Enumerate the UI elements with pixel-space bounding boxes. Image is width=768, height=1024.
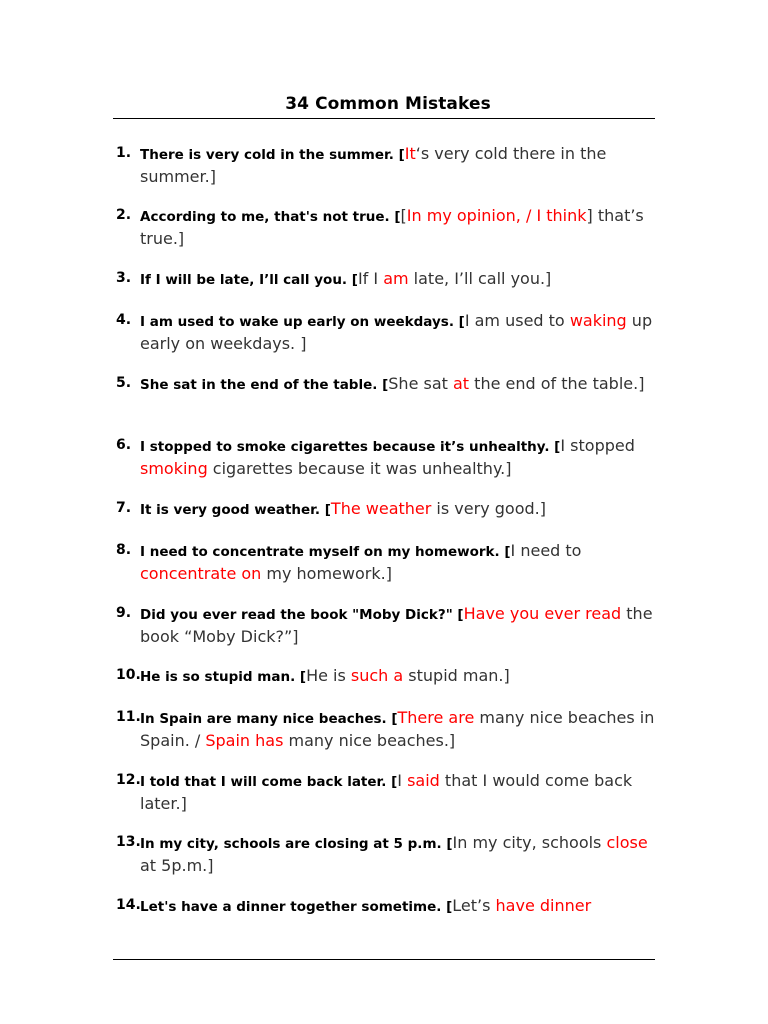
item-number: 1. [116, 145, 132, 161]
correction-text: [ [400, 206, 407, 225]
correction-highlight: There are [397, 708, 475, 727]
correction-text: She sat [388, 374, 453, 393]
correction-text: ] that’s true.] [140, 206, 644, 248]
correction-highlight: The weather [330, 499, 432, 518]
correction-highlight: said [407, 771, 440, 790]
mistake-sentence: If I will be late, I’ll call you. [ [140, 272, 358, 288]
bottom-divider [113, 959, 655, 960]
item-text [140, 268, 656, 291]
list-item [116, 665, 656, 688]
correction-text: many nice beaches.] [283, 731, 456, 750]
item-text [140, 143, 656, 187]
list-item [116, 373, 656, 396]
list-item [116, 770, 656, 814]
mistake-sentence: According to me, that's not true. [ [140, 209, 401, 225]
correction-highlight: Spain has [205, 731, 284, 750]
correction-highlight: Have you ever read [463, 604, 622, 623]
list-item [116, 540, 656, 584]
item-text [140, 770, 656, 814]
item-number: 3. [116, 270, 132, 286]
correction-text: If I [357, 269, 384, 288]
mistake-sentence: Did you ever read the book "Moby Dick?" [ [140, 607, 464, 623]
correction-highlight: waking [569, 311, 627, 330]
correction-highlight: am [383, 269, 409, 288]
mistake-sentence: Let's have a dinner together sometime. [ [140, 899, 453, 915]
correction-highlight: at [453, 374, 470, 393]
item-text [140, 498, 656, 521]
mistake-sentence: I told that I will come back later. [ [140, 774, 398, 790]
item-text [140, 895, 656, 918]
item-text [140, 832, 656, 876]
correction-text: I stopped [560, 436, 635, 455]
mistake-sentence: I am used to wake up early on weekdays. [ [140, 314, 465, 330]
correction-text: my homework.] [261, 564, 392, 583]
correction-text: is very good.] [431, 499, 546, 518]
list-item [116, 832, 656, 876]
item-number: 4. [116, 312, 132, 328]
item-number: 12. [116, 772, 141, 788]
mistake-sentence: It is very good weather. [ [140, 502, 331, 518]
mistake-sentence: There is very cold in the summer. [ [140, 147, 405, 163]
mistake-sentence: I need to concentrate myself on my homework. [ [140, 544, 511, 560]
mistake-sentence: In my city, schools are closing at 5 p.m. [ [140, 836, 453, 852]
mistake-sentence: He is so stupid man. [ [140, 669, 307, 685]
correction-highlight: such a [350, 666, 404, 685]
item-number: 9. [116, 605, 132, 621]
correction-text: stupid man.] [403, 666, 510, 685]
correction-text: late, I’ll call you.] [408, 269, 552, 288]
correction-text: ‘s very cold there in the summer.] [140, 144, 607, 186]
correction-text: up early on weekdays. ] [140, 311, 653, 353]
correction-text: I [397, 771, 408, 790]
list-item [116, 603, 656, 647]
mistake-sentence: I stopped to smoke cigarettes because it’s unhealthy. [ [140, 439, 561, 455]
correction-highlight: smoking [140, 459, 208, 478]
item-number: 10. [116, 667, 141, 683]
correction-text: I am used to [464, 311, 570, 330]
item-number: 11. [116, 709, 141, 725]
correction-highlight: concentrate on [140, 564, 262, 583]
mistake-sentence: She sat in the end of the table. [ [140, 377, 389, 393]
correction-highlight: In my opinion, / I think [406, 206, 587, 225]
list-item [116, 143, 656, 187]
item-text [140, 435, 656, 479]
item-text [140, 665, 656, 688]
list-item [116, 498, 656, 521]
correction-text: that I would come back later.] [140, 771, 633, 813]
item-text [140, 310, 656, 354]
correction-highlight: close [606, 833, 648, 852]
correction-text: In my city, schools [452, 833, 607, 852]
correction-text: Let’s [452, 896, 496, 915]
item-text [140, 540, 656, 584]
item-number: 6. [116, 437, 132, 453]
list-item [116, 205, 656, 249]
list-item [116, 435, 656, 479]
list-item [116, 268, 656, 291]
top-divider [113, 118, 655, 119]
list-item [116, 707, 656, 751]
correction-text: many nice beaches in Spain. / [140, 708, 655, 750]
mistake-sentence: In Spain are many nice beaches. [ [140, 711, 398, 727]
item-number: 8. [116, 542, 132, 558]
correction-text: at 5p.m.] [140, 856, 214, 875]
item-text [140, 707, 656, 751]
item-text [140, 373, 656, 396]
correction-text: the book “Moby Dick?”] [140, 604, 653, 646]
page-title: 34 Common Mistakes [285, 94, 491, 114]
correction-text: the end of the table.] [469, 374, 645, 393]
item-number: 2. [116, 207, 132, 223]
item-number: 5. [116, 375, 132, 391]
correction-text: cigarettes because it was unhealthy.] [207, 459, 512, 478]
correction-highlight: have dinner [495, 896, 592, 915]
correction-text: He is [306, 666, 351, 685]
item-number: 14. [116, 897, 141, 913]
correction-text: I need to [510, 541, 582, 560]
list-item [116, 895, 656, 918]
item-number: 7. [116, 500, 132, 516]
item-number: 13. [116, 834, 141, 850]
correction-highlight: It [404, 144, 416, 163]
list-item [116, 310, 656, 354]
item-text [140, 603, 656, 647]
item-text [140, 205, 656, 249]
